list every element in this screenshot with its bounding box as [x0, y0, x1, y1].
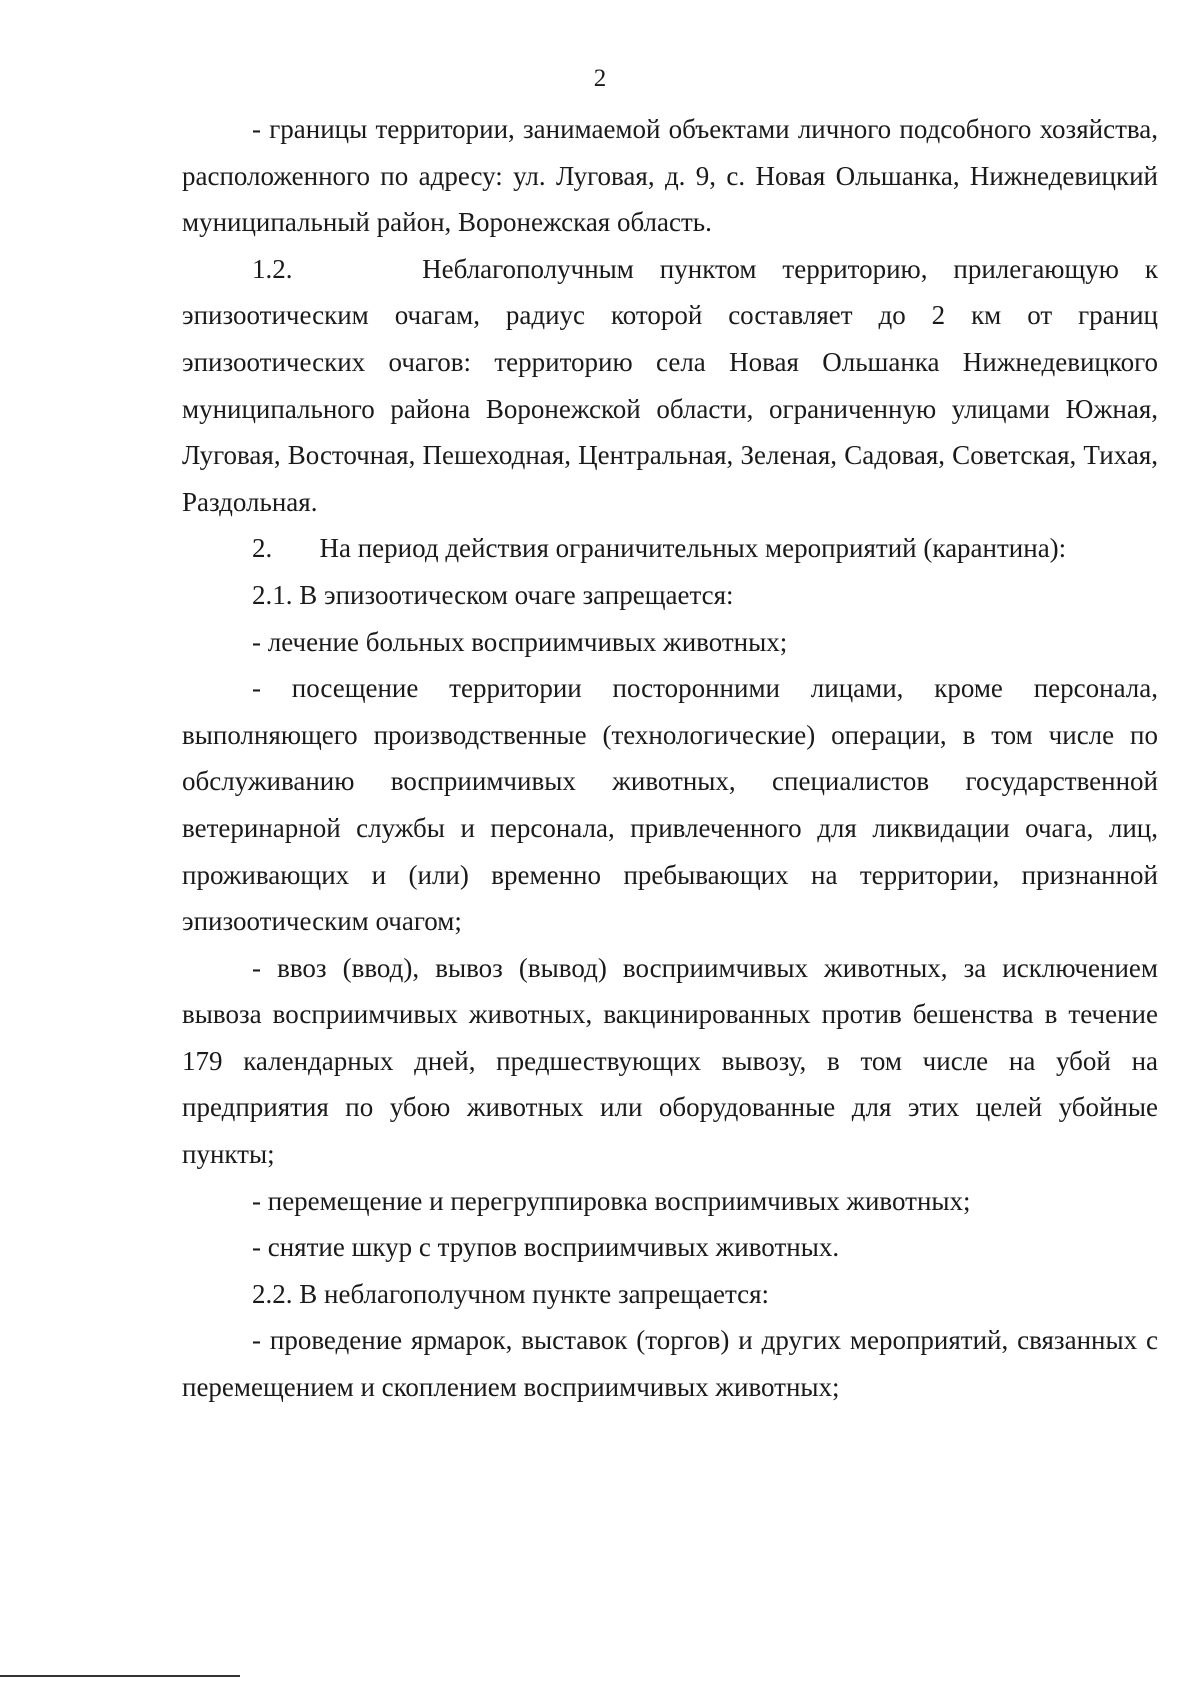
- paragraph-2-2-heading: 2.2. В неблагополучном пункте запрещается:: [252, 1278, 769, 1309]
- paragraph-movement-ban: - перемещение и перегруппировка восприимчивых животных;: [252, 1185, 971, 1216]
- bottom-scan-line: [0, 1675, 240, 1677]
- page-number: 2: [593, 65, 607, 92]
- paragraph-1-2-unfavorable-point: 1.2. Неблагополучным пунктом территорию, прилегающую к эпизоотическим очагам, радиус которой составляет до 2 км от границ эпизоотических очагов: территорию села Новая Ольшанка Нижнедевицкого муниципального района Воронежской области, ограниченную улицами Южная, Луговая, Восточная, Пешеходная, Центральная, Зеленая, Садовая, Советская, Тихая, Раздольная.: [182, 253, 1158, 517]
- paragraph-treatment-ban: - лечение больных восприимчивых животных;: [252, 626, 788, 657]
- paragraph-skinning-ban: - снятие шкур с трупов восприимчивых животных.: [252, 1232, 840, 1263]
- paragraph-2-1-heading: 2.1. В эпизоотическом очаге запрещается:: [252, 579, 734, 610]
- paragraph-import-export-ban: - ввоз (ввод), вывоз (вывод) восприимчивых животных, за исключением вывоза восприимчивых животных, вакцинированных против бешенства в течение 179 календарных дней, предшествующих вывозу, в том числе на убой на предприятия по убою животных или оборудованные для этих целей убойные пункты;: [182, 952, 1158, 1170]
- paragraph-territory-boundaries: - границы территории, занимаемой объектами личного подсобного хозяйства, расположенного по адресу: ул. Луговая, д. 9, с. Новая Ольшанка, Нижнедевицкий муниципальный район, Воронежская область.: [182, 114, 1158, 238]
- paragraph-fairs-ban: - проведение ярмарок, выставок (торгов) и других мероприятий, связанных с перемещением и скоплением восприимчивых животных;: [182, 1325, 1158, 1403]
- paragraph-visit-ban: - посещение территории посторонними лицами, кроме персонала, выполняющего производственные (технологические) операции, в том числе по обслуживанию восприимчивых животных, специалистов государственной ветеринарной службы и персонала, привлеченного для ликвидации очага, лиц, проживающих и (или) временно пребывающих на территории, признанной эпизоотическим очагом;: [182, 673, 1158, 937]
- paragraph-2-restrictions-period: 2. На период действия ограничительных мероприятий (карантина):: [252, 533, 1067, 564]
- document-body: [182, 106, 1158, 1411]
